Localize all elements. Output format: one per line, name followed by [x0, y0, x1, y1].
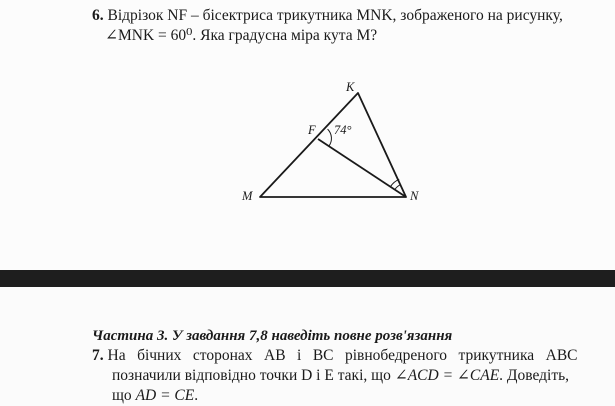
label-f: F	[308, 123, 316, 137]
label-k: K	[346, 80, 355, 94]
angle-arc-f	[328, 129, 332, 146]
problem-6-line-2: ∠MNK = 60⁰. Яка градусна міра кута M?	[105, 27, 378, 44]
problem-7-line-2	[112, 366, 569, 386]
problem-7-math-1: ∠ACD = ∠CAE	[394, 367, 500, 384]
problem-6-number: 6.	[92, 7, 104, 24]
problem-7-line-3	[112, 386, 198, 406]
page-divider	[0, 270, 615, 287]
label-n: N	[410, 189, 419, 203]
label-m: M	[242, 189, 253, 203]
problem-7-text-2: позначили відповідно точки D і E такі, що	[112, 367, 391, 384]
section-title: Частина 3. У завдання 7,8 наведіть повне розв'язання	[92, 328, 453, 344]
problem-7-text-1: На бічних сторонах AB і BC рівнобедреного трикутника ABC	[107, 347, 578, 364]
angle-arc-n-inner	[395, 184, 401, 189]
angle-label-74: 74°	[334, 123, 352, 137]
problem-7-number: 7.	[92, 347, 104, 364]
triangle-mnk	[260, 93, 406, 197]
problem-7-math-2: AD = CE	[135, 387, 195, 404]
problem-6-text-1: Відрізок NF – бісектриса трикутника MNK, зображеного на рисунку,	[107, 7, 563, 24]
problem-7-text-2-end: . Доведіть,	[499, 367, 570, 384]
problem-7-text-3-end: .	[194, 387, 199, 404]
problem-7-line-1	[92, 346, 578, 366]
problem-7-text-3: що	[112, 387, 132, 404]
